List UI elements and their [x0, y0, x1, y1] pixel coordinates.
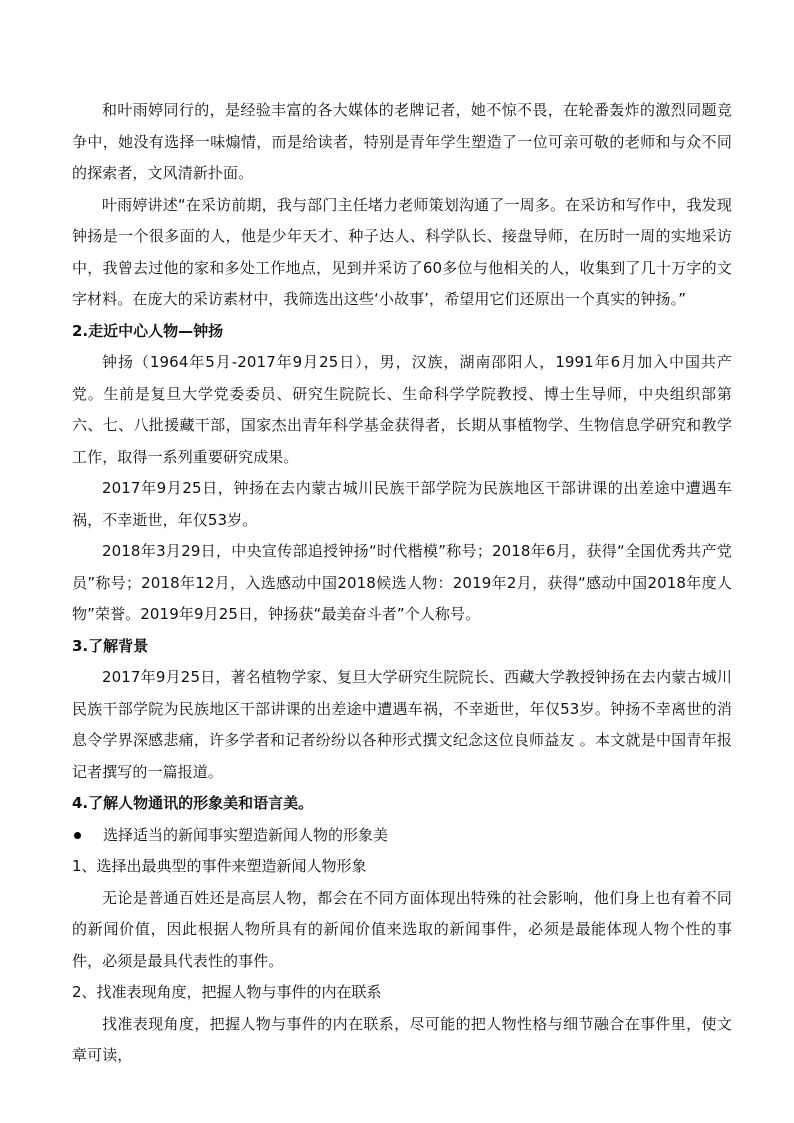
- paragraph-interview: 叶雨婷讲述“在采访前期，我与部门主任堵力老师策划沟通了一周多。在采访和写作中，我发现钟扬是一个很多面的人，他是少年天才、种子达人、科学队长、接盘导师，在历时一周的实地采访中，我曾去过他的家和多处工作地点，见到并采访了60多位与他相关的人，收集到了几十万字的文字材料。在庞大的采访素材中，我筛选出这些‘小故事’，希望用它们还原出一个真实的钟扬。”: [72, 195, 732, 308]
- paragraph-honors: 2018年3月29日，中央宣传部追授钟扬“时代楷模”称号；2018年6月，获得“全国优秀共产党员”称号；2018年12月，入选感动中国2018候选人物：2019年2月，获得“感动中国2018年度人物”荣誉。2019年9月25日，钟扬获“最美奋斗者”个人称号。: [72, 542, 732, 623]
- subheading-1: 1、选择出最典型的事件来塑造新闻人物形象: [72, 857, 367, 875]
- paragraph-accident: 2017年9月25日，钟扬在去内蒙古城川民族干部学院为民族地区干部讲课的出差途中遭遇车祸，不幸逝世，年仅53岁。: [72, 479, 732, 529]
- subheading-2: 2、找准表现角度，把握人物与事件的内在联系: [72, 983, 382, 1001]
- paragraph-intro: 和叶雨婷同行的，是经验丰富的各大媒体的老牌记者，她不惊不畏，在轮番轰炸的激烈同题竞争中，她没有选择一味煽情，而是给读者，特别是青年学生塑造了一位可亲可敬的老师和与众不同的探索者，文风清新扑面。: [72, 101, 732, 182]
- document-body: [72, 95, 732, 1072]
- bullet-dot-icon: [74, 832, 81, 839]
- section-heading-3: 3.了解背景: [72, 636, 149, 655]
- section-heading-4: 4.了解人物通讯的形象美和语言美。: [72, 794, 314, 812]
- section-heading-2: 2.走近中心人物—钟扬: [72, 321, 224, 340]
- paragraph-angle: 找准表现角度，把握人物与事件的内在联系，尽可能的把人物性格与细节融合在事件里，使文章可读，: [72, 1014, 732, 1064]
- paragraph-biography: 钟扬（1964年5月-2017年9月25日），男，汉族，湖南邵阳人，1991年6月加入中国共产党。生前是复旦大学党委委员、研究生院院长、生命科学学院教授、博士生导师，中央组织部第六、七、八批援藏干部，国家杰出青年科学基金获得者，长期从事植物学、生物信息学研究和教学工作，取得一系列重要研究成果。: [72, 353, 732, 466]
- paragraph-background: 2017年9月25日，著名植物学家、复旦大学研究生院院长、西藏大学教授钟扬在去内蒙古城川民族干部学院为民族地区干部讲课的出差途中遭遇车祸，不幸逝世，年仅53岁。钟扬不幸离世的消息令学界深感悲痛，许多学者和记者纷纷以各种形式撰文纪念这位良师益友 。本文就是中国青年报记者撰写的一篇报道。: [72, 668, 732, 781]
- bullet-item: [72, 820, 732, 852]
- paragraph-typical-events: 无论是普通百姓还是高层人物，都会在不同方面体现出特殊的社会影响，他们身上也有着不同的新闻价值，因此根据人物所具有的新闻价值来选取的新闻事件，必须是最能体现人物个性的事件，必须是最具代表性的事件。: [72, 888, 732, 970]
- bullet-text: 选择适当的新闻事实塑造新闻人物的形象美: [103, 825, 389, 844]
